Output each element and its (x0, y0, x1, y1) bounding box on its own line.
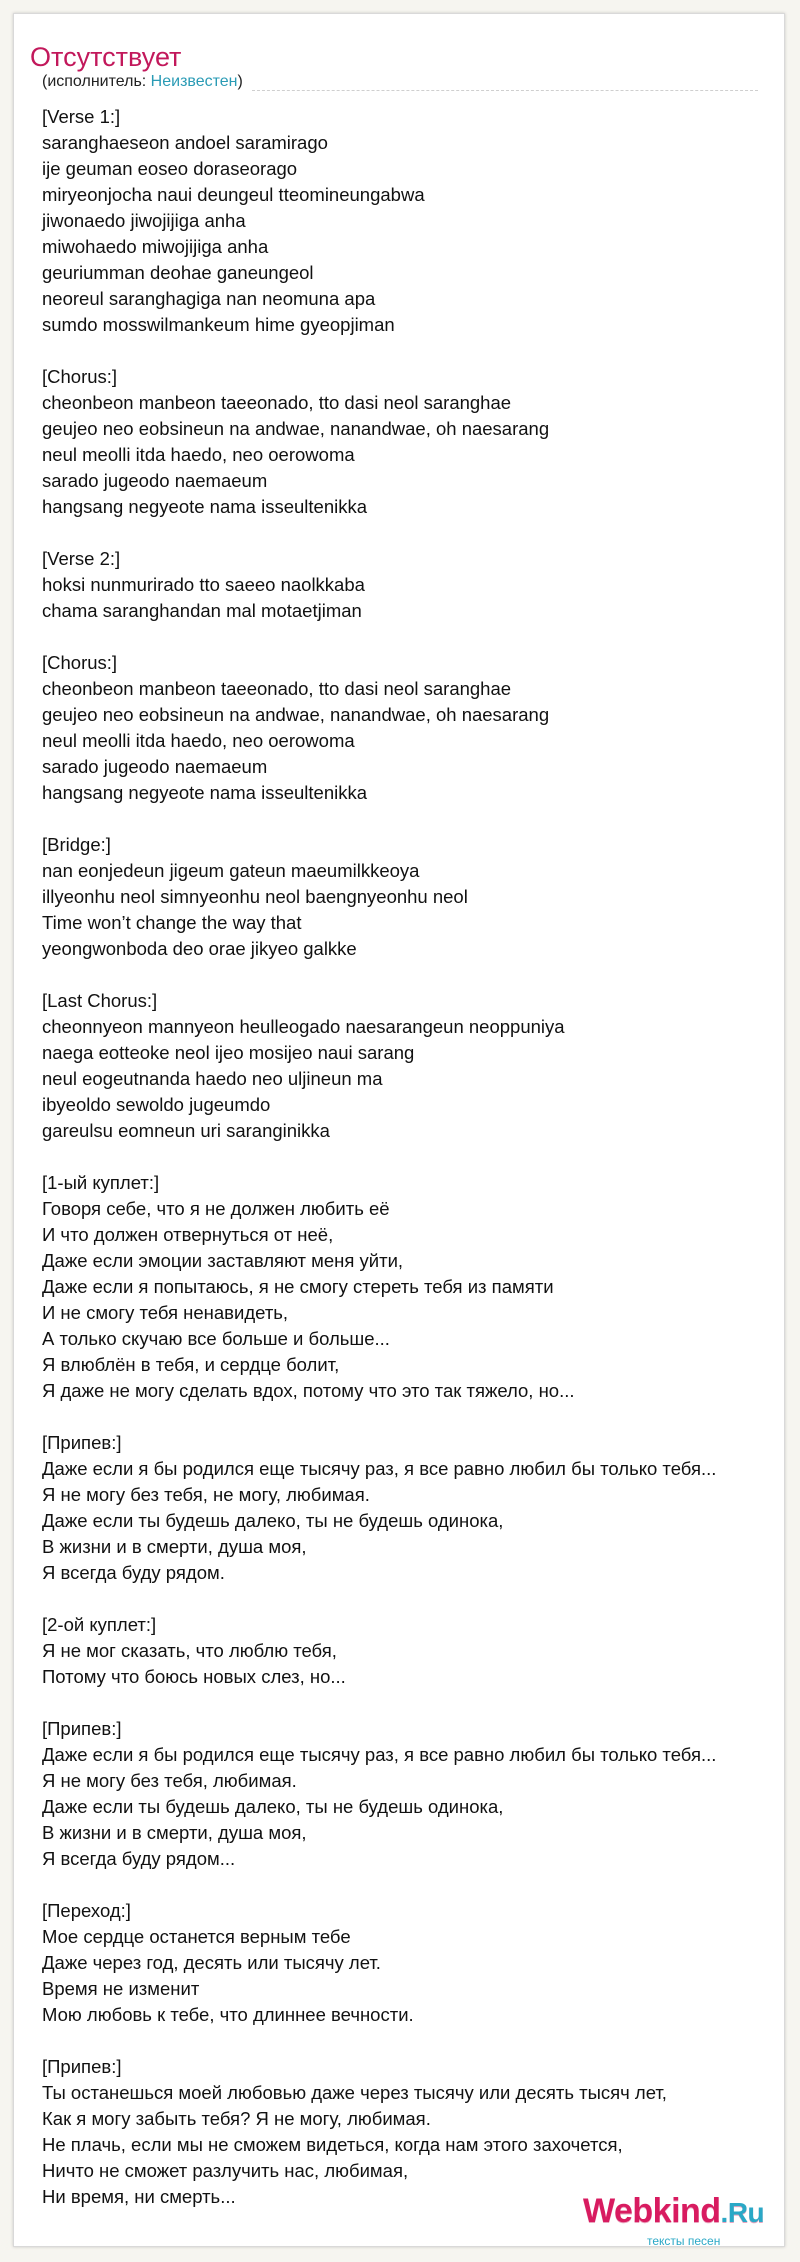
lyrics-line: Ничто не сможет разлучить нас, любимая, (42, 2160, 409, 2181)
song-title: Отсутствует (30, 42, 182, 72)
lyrics-line: ibyeoldo sewoldo jugeumdo (42, 1094, 271, 1115)
lyrics-section-heading: [Chorus:] (42, 652, 118, 673)
lyrics-body (42, 104, 782, 2210)
lyrics-line: Время не изменит (42, 1978, 200, 1999)
lyrics-line: И не смогу тебя ненавидеть, (42, 1302, 289, 1323)
lyrics-line: hoksi nunmurirado tto saeeo naolkkaba (42, 574, 365, 595)
lyrics-blank-line (42, 1690, 782, 1716)
lyrics-blank-line (42, 1872, 782, 1898)
lyrics-line: miryeonjocha naui deungeul tteomineungabwa (42, 184, 425, 205)
lyrics-line: nan eonjedeun jigeum gateun maeumilkkeoya (42, 860, 420, 881)
lyrics-blank-line (42, 2028, 782, 2054)
lyrics-line: Я не могу без тебя, любимая. (42, 1770, 297, 1791)
artist-prefix: (исполнитель: (42, 73, 151, 90)
lyrics-section-heading: [Verse 1:] (42, 106, 121, 127)
lyrics-line: В жизни и в смерти, душа моя, (42, 1822, 307, 1843)
lyrics-section-heading: [1-ый куплет:] (42, 1172, 160, 1193)
lyrics-section-heading: [Припев:] (42, 1718, 122, 1739)
lyrics-line: В жизни и в смерти, душа моя, (42, 1536, 307, 1557)
lyrics-line: neul eogeutnanda haedo neo uljineun ma (42, 1068, 383, 1089)
lyrics-line: Я не могу без тебя, не могу, любимая. (42, 1484, 370, 1505)
lyrics-blank-line (42, 962, 782, 988)
lyrics-line: hangsang negyeote nama isseultenikka (42, 782, 368, 803)
lyrics-line: neul meolli itda haedo, neo oerowoma (42, 444, 355, 465)
lyrics-blank-line (42, 1586, 782, 1612)
lyrics-line: neoreul saranghagiga nan neomuna apa (42, 288, 376, 309)
lyrics-blank-line (42, 1404, 782, 1430)
lyrics-section-heading: [Припев:] (42, 2056, 122, 2077)
lyrics-line: geujeo neo eobsineun na andwae, nanandwae, oh naesarang (42, 418, 550, 439)
lyrics-line: Time won’t change the way that (42, 912, 302, 933)
lyrics-blank-line (42, 1144, 782, 1170)
lyrics-line: sarado jugeodo naemaeum (42, 470, 268, 491)
logo-tagline: тексты песен (647, 2234, 721, 2248)
lyrics-line: Говоря себе, что я не должен любить её (42, 1198, 390, 1219)
lyrics-blank-line (42, 806, 782, 832)
lyrics-line: Даже через год, десять или тысячу лет. (42, 1952, 381, 1973)
lyrics-line: sarado jugeodo naemaeum (42, 756, 268, 777)
lyrics-line: miwohaedo miwojijiga anha (42, 236, 269, 257)
site-logo[interactable] (583, 2192, 783, 2246)
lyrics-line: geuriumman deohae ganeungeol (42, 262, 314, 283)
artist-link[interactable]: Неизвестен (150, 73, 238, 90)
lyrics-line: Мое сердце останется верным тебе (42, 1926, 351, 1947)
lyrics-line: Ни время, ни смерть... (42, 2186, 236, 2207)
lyrics-line: Я всегда буду рядом. (42, 1562, 225, 1583)
lyrics-line: cheonbeon manbeon taeeonado, tto dasi neol saranghae (42, 392, 512, 413)
lyrics-line: Я даже не могу сделать вдох, потому что это так тяжело, но... (42, 1380, 575, 1401)
lyrics-line: hangsang negyeote nama isseultenikka (42, 496, 368, 517)
lyrics-section-heading: [Припев:] (42, 1432, 122, 1453)
lyrics-line: Даже если эмоции заставляют меня уйти, (42, 1250, 404, 1271)
lyrics-line: Даже если ты будешь далеко, ты не будешь одинока, (42, 1510, 504, 1531)
lyrics-section-heading: [Переход:] (42, 1900, 131, 1921)
logo-tld: .Ru (720, 2197, 765, 2228)
lyrics-line: sumdo mosswilmankeum hime gyeopjiman (42, 314, 395, 335)
lyrics-line: cheonnyeon mannyeon heulleogado naesarangeun neoppuniya (42, 1016, 565, 1037)
lyrics-line: Как я могу забыть тебя? Я не могу, любимая. (42, 2108, 431, 2129)
logo-name: Webkind (583, 2192, 721, 2230)
lyrics-line: cheonbeon manbeon taeeonado, tto dasi neol saranghae (42, 678, 512, 699)
lyrics-section-heading: [2-ой куплет:] (42, 1614, 157, 1635)
lyrics-line: ije geuman eoseo doraseorago (42, 158, 298, 179)
lyrics-blank-line (42, 338, 782, 364)
lyrics-line: Даже если ты будешь далеко, ты не будешь одинока, (42, 1796, 504, 1817)
lyrics-line: saranghaeseon andoel saramirago (42, 132, 328, 153)
lyrics-blank-line (42, 520, 782, 546)
artist-suffix: ) (237, 73, 243, 90)
lyrics-blank-line (42, 624, 782, 650)
lyrics-section-heading: [Verse 2:] (42, 548, 121, 569)
lyrics-line: Я не мог сказать, что люблю тебя, (42, 1640, 337, 1661)
logo-wordmark (583, 2192, 764, 2231)
lyrics-line: jiwonaedo jiwojijiga anha (42, 210, 246, 231)
lyrics-section-heading: [Bridge:] (42, 834, 111, 855)
lyrics-line: Ты останешься моей любовью даже через тысячу или десять тысяч лет, (42, 2082, 667, 2103)
lyrics-line: Потому что боюсь новых слез, но... (42, 1666, 346, 1687)
lyrics-line: naega eotteoke neol ijeo mosijeo naui sarang (42, 1042, 415, 1063)
lyrics-line: neul meolli itda haedo, neo oerowoma (42, 730, 355, 751)
lyrics-line: Я влюблён в тебя, и сердце болит, (42, 1354, 340, 1375)
lyrics-line: gareulsu eomneun uri saranginikka (42, 1120, 330, 1141)
lyrics-line: Даже если я бы родился еще тысячу раз, я все равно любил бы только тебя... (42, 1458, 717, 1479)
lyrics-line: Даже если я бы родился еще тысячу раз, я все равно любил бы только тебя... (42, 1744, 717, 1765)
lyrics-line: illyeonhu neol simnyeonhu neol baengnyeonhu neol (42, 886, 468, 907)
lyrics-line: Я всегда буду рядом... (42, 1848, 236, 1869)
lyrics-line: geujeo neo eobsineun na andwae, nanandwae, oh naesarang (42, 704, 550, 725)
lyrics-line: И что должен отвернуться от неё, (42, 1224, 334, 1245)
lyrics-line: yeongwonboda deo orae jikyeo galkke (42, 938, 357, 959)
lyrics-line: А только скучаю все больше и больше... (42, 1328, 390, 1349)
lyrics-line: Не плачь, если мы не сможем видеться, когда нам этого захочется, (42, 2134, 623, 2155)
lyrics-section-heading: [Chorus:] (42, 366, 118, 387)
lyrics-line: Мою любовь к тебе, что длиннее вечности. (42, 2004, 414, 2025)
lyrics-line: Даже если я попытаюсь, я не смогу стереть тебя из памяти (42, 1276, 554, 1297)
lyrics-line: chama saranghandan mal motaetjiman (42, 600, 362, 621)
artist-line (42, 72, 243, 92)
header-divider (252, 90, 758, 91)
lyrics-section-heading: [Last Chorus:] (42, 990, 158, 1011)
